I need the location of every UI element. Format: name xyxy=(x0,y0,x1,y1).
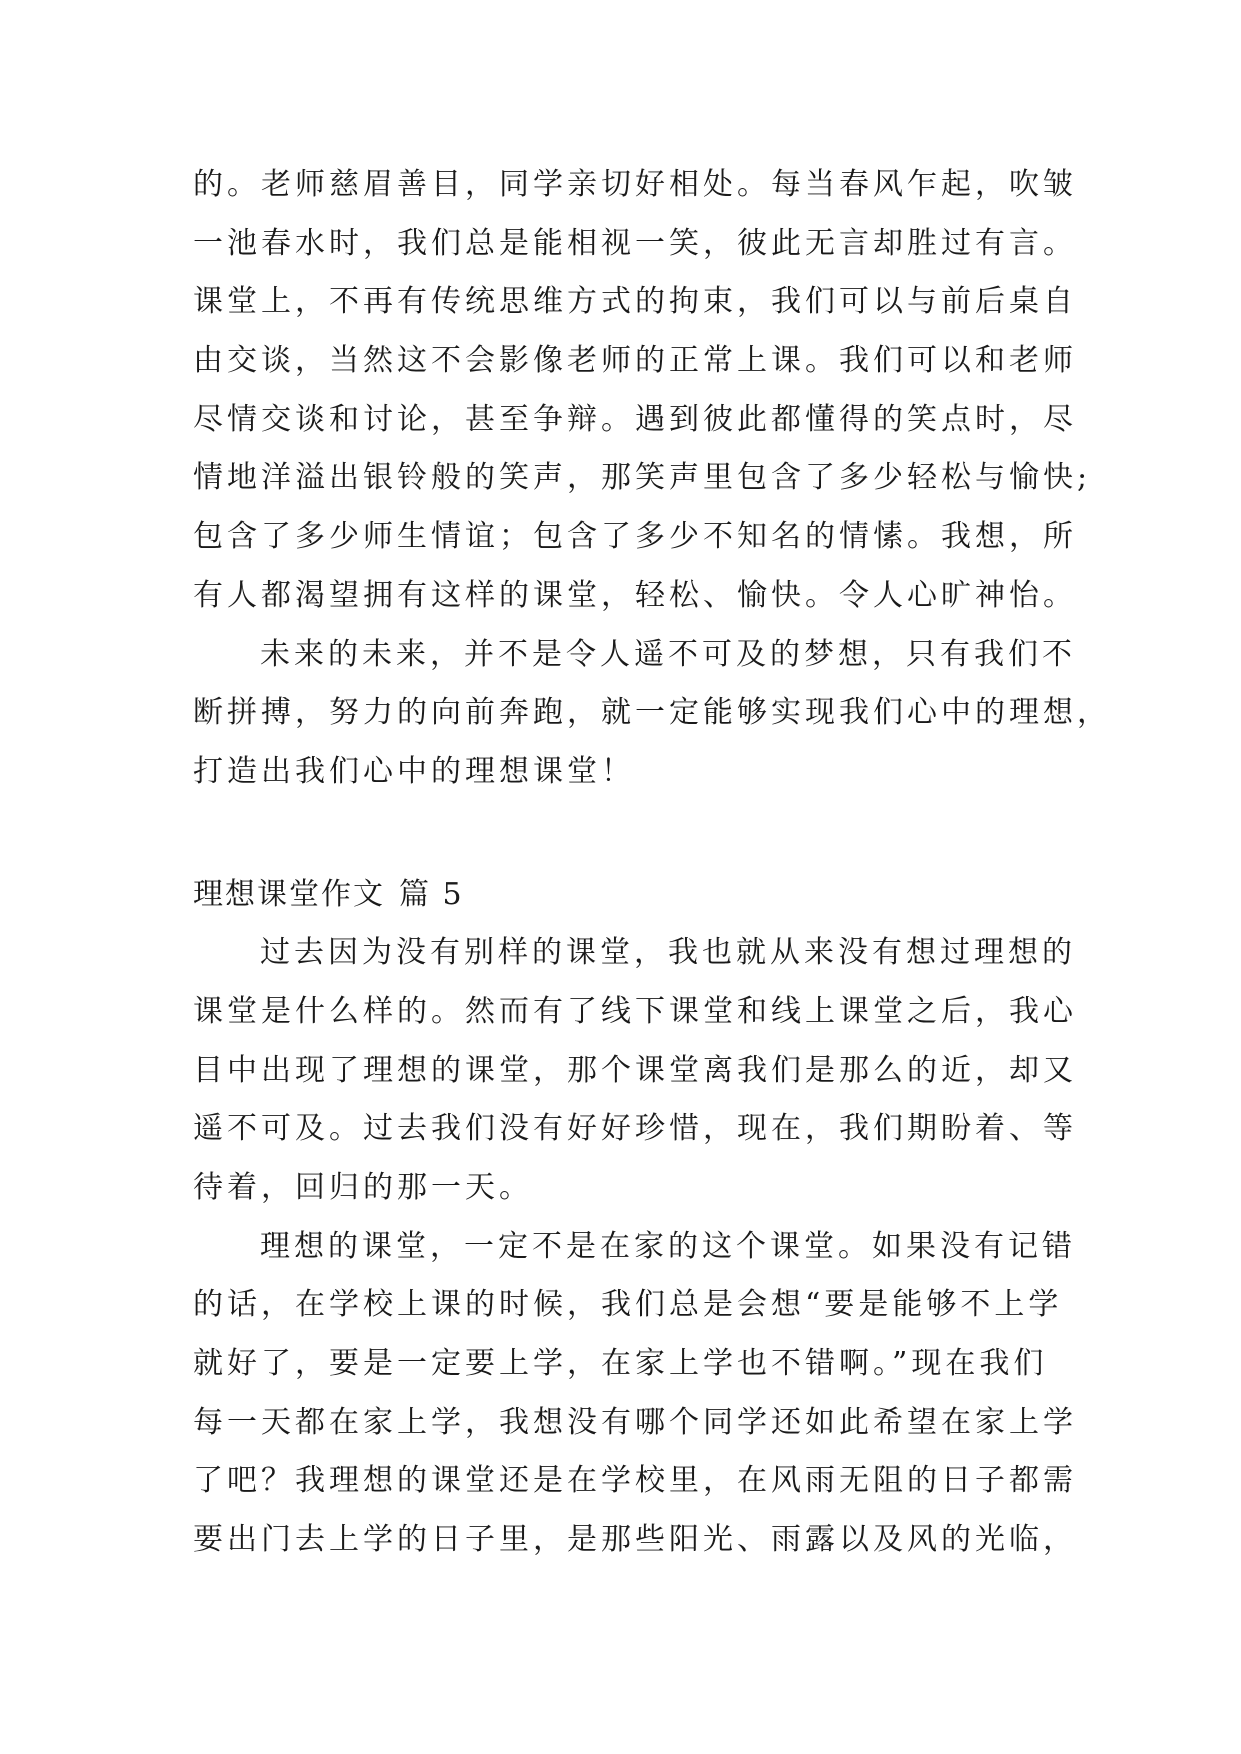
text-line: 尽情交谈和讨论，甚至争辩。遇到彼此都懂得的笑点时，尽 xyxy=(193,401,1077,437)
text-line: 包含了多少师生情谊；包含了多少不知名的情愫。我想，所 xyxy=(193,519,1077,555)
text-line: 就好了，要是一定要上学，在家上学也不错啊。”现在我们 xyxy=(193,1346,1048,1382)
section-number: 篇 5 xyxy=(399,876,464,912)
text-line: 未来的未来，并不是令人遥不可及的梦想，只有我们不 xyxy=(260,636,1076,672)
section-title: 理想课堂作文 xyxy=(193,876,385,912)
document-body xyxy=(193,156,1111,1570)
text-line: 目中出现了理想的课堂，那个课堂离我们是那么的近，却又 xyxy=(193,1052,1077,1088)
text-line: 遥不可及。过去我们没有好好珍惜，现在，我们期盼着、等 xyxy=(193,1111,1077,1147)
text-line: 有人都渴望拥有这样的课堂，轻松、愉快。令人心旷神怡。 xyxy=(193,577,1077,613)
text-line: 一池春水时，我们总是能相视一笑，彼此无言却胜过有言。 xyxy=(193,225,1077,261)
text-line: 打造出我们心中的理想课堂！ xyxy=(193,753,635,789)
section-gap xyxy=(193,802,1073,866)
text-line: 理想的课堂，一定不是在家的这个课堂。如果没有记错 xyxy=(260,1228,1076,1264)
text-line: 情地洋溢出银铃般的笑声，那笑声里包含了多少轻松与愉快; xyxy=(193,460,1092,496)
text-line: 要出门去上学的日子里，是那些阳光、雨露以及风的光临， xyxy=(193,1522,1077,1558)
section-heading xyxy=(193,866,1073,925)
text-line: 课堂是什么样的。然而有了线下课堂和线上课堂之后，我心 xyxy=(193,993,1077,1029)
paragraph-continued xyxy=(193,156,1092,626)
text-line: 每一天都在家上学，我想没有哪个同学还如此希望在家上学 xyxy=(193,1404,1077,1440)
text-line: 断拼搏，努力的向前奔跑，就一定能够实现我们心中的理想， xyxy=(193,695,1111,731)
text-line: 由交谈，当然这不会影像老师的正常上课。我们可以和老师 xyxy=(193,343,1077,379)
text-line: 过去因为没有别样的课堂，我也就从来没有想过理想的 xyxy=(260,935,1076,971)
text-line: 了吧？我理想的课堂还是在学校里，在风雨无阻的日子都需 xyxy=(193,1463,1077,1499)
text-line: 的。老师慈眉善目，同学亲切好相处。每当春风乍起，吹皱 xyxy=(193,167,1077,202)
paragraph-intro xyxy=(193,924,1077,1217)
paragraph-body xyxy=(193,1218,1077,1570)
paragraph-conclusion xyxy=(193,626,1111,802)
text-line: 待着，回归的那一天。 xyxy=(193,1170,533,1205)
text-line: 的话，在学校上课的时候，我们总是会想“要是能够不上学 xyxy=(193,1287,1063,1323)
text-line: 课堂上，不再有传统思维方式的拘束，我们可以与前后桌自 xyxy=(193,284,1077,320)
